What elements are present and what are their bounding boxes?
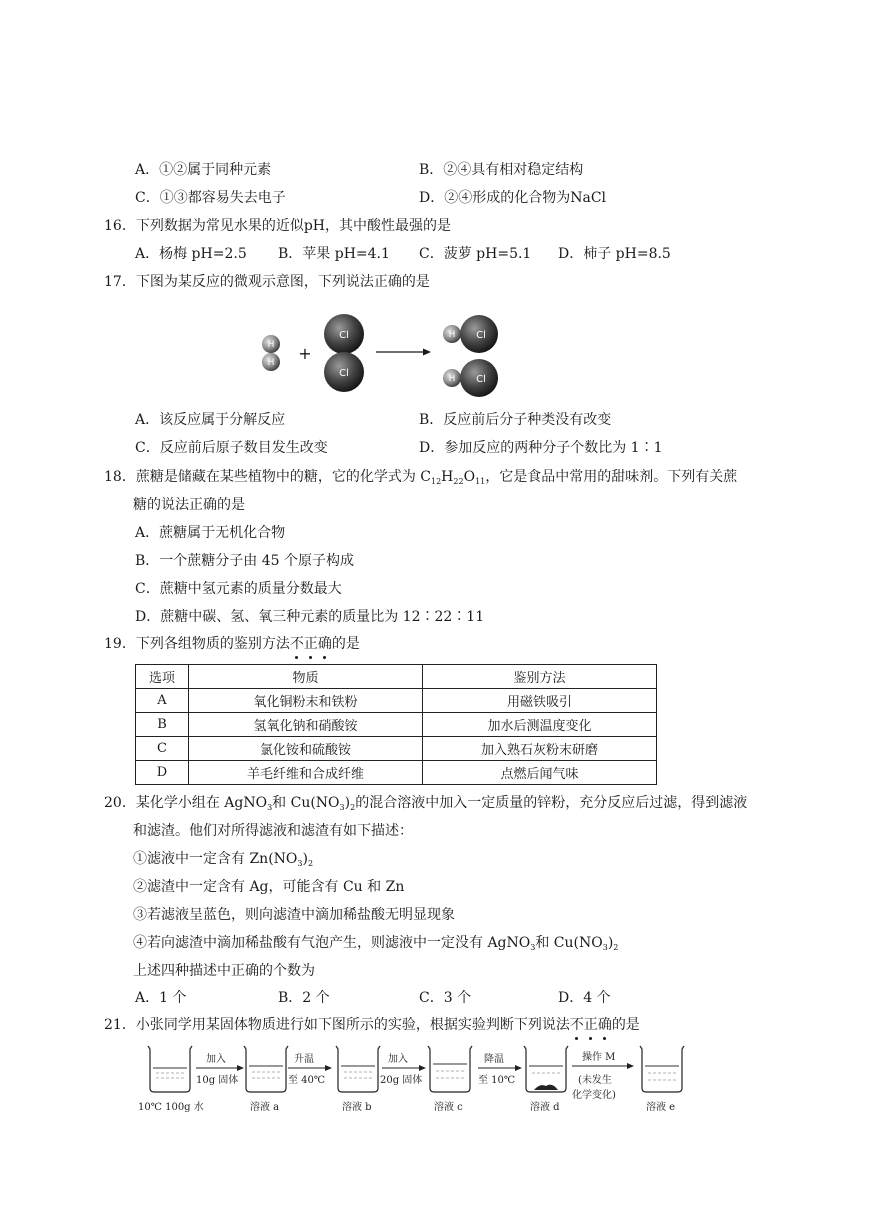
- hcl-molecule: [443, 359, 498, 397]
- h-atom-label: H: [267, 358, 275, 368]
- beaker-solution-b: [336, 1046, 380, 1092]
- beaker-label: 溶液 b: [342, 1102, 372, 1113]
- emphasis-char: 确: [597, 1017, 612, 1033]
- emphasis-char: 正: [303, 636, 318, 652]
- table-cell: 用磁铁吸引: [423, 689, 657, 713]
- beaker-label: 溶液 e: [646, 1102, 676, 1113]
- q20-option-c: C．3 个: [419, 990, 472, 1006]
- q20-option-b: B．2 个: [278, 990, 330, 1006]
- q18-option-d: D．蔗糖中碳、氢、氧三种元素的质量比为 12∶22∶11: [135, 609, 485, 625]
- step-label: 升温: [294, 1054, 314, 1065]
- q16-option-c: C．菠萝 pH=5.1: [419, 246, 532, 262]
- beaker-label: 溶液 a: [250, 1102, 280, 1113]
- table-cell: 氧化铜粉末和铁粉: [189, 689, 423, 713]
- table-cell: A: [136, 689, 189, 713]
- h-atom-label: H: [267, 340, 275, 350]
- experiment-flow-diagram: [132, 1040, 692, 1118]
- cl-atom-label: Cl: [339, 330, 349, 341]
- beaker-solution-c: [428, 1046, 472, 1092]
- q16-option-a: A．杨梅 pH=2.5: [135, 246, 247, 262]
- table-cell: D: [136, 761, 189, 785]
- q15-option-d: D．②④形成的化合物为NaCl: [419, 190, 607, 206]
- identification-table: [135, 664, 657, 785]
- step-label: 至 10℃: [478, 1075, 516, 1086]
- table-cell: 加入熟石灰粉末研磨: [423, 737, 657, 761]
- beaker-solution-d: [524, 1046, 568, 1092]
- h2-molecule: [262, 335, 280, 371]
- beaker-label: 10℃ 100g 水: [138, 1102, 204, 1113]
- beaker-label: 溶液 d: [530, 1102, 560, 1113]
- q15-option-c: C．①③都容易失去电子: [135, 190, 286, 206]
- cl-atom-label: Cl: [476, 330, 486, 341]
- beaker-water: [148, 1046, 192, 1092]
- q17-option-b: B．反应前后分子种类没有改变: [419, 412, 612, 428]
- q16-option-b: B．苹果 pH=4.1: [278, 246, 390, 262]
- table-cell: C: [136, 737, 189, 761]
- table-row: [136, 737, 657, 761]
- q20-statement-1: ①滤液中一定含有 $Zn(NO_3)_2$: [133, 851, 314, 868]
- table-row: [136, 761, 657, 785]
- hcl-molecule: [443, 315, 498, 353]
- q17-option-c: C．反应前后原子数目发生改变: [135, 440, 328, 456]
- table-cell: 羊毛纤维和合成纤维: [189, 761, 423, 785]
- q15-option-a: A．①②属于同种元素: [135, 162, 272, 178]
- cl2-molecule: [324, 314, 364, 392]
- q20-option-a: A．1 个: [135, 990, 187, 1006]
- cl-atom-label: Cl: [339, 368, 349, 379]
- precipitate: [534, 1085, 558, 1090]
- step-label: (未发生: [578, 1075, 612, 1086]
- emphasis-char: 不: [289, 636, 304, 652]
- q18-stem-line-1: 18．蔗糖是储藏在某些植物中的糖，它的化学式为 $C_{12}H_{22}O_{11}$，它是食品中常用的甜味剂。下列有关蔗: [104, 469, 738, 486]
- step-label: 操作 M: [582, 1052, 616, 1063]
- q16-option-d: D．柿子 pH=8.5: [558, 246, 671, 262]
- q18-stem-line-2: 糖的说法正确的是: [133, 497, 245, 513]
- reaction-arrow: [376, 349, 431, 356]
- beaker-label: 溶液 c: [434, 1102, 463, 1113]
- table-cell: 点燃后闻气味: [423, 761, 657, 785]
- cl-atom-label: Cl: [476, 374, 486, 385]
- plus-sign: +: [298, 344, 312, 363]
- q16-stem: 16．下列数据为常见水果的近似pH，其中酸性最强的是: [104, 218, 451, 234]
- step-label: 降温: [484, 1054, 504, 1065]
- q18-option-b: B．一个蔗糖分子由 45 个原子构成: [135, 553, 355, 569]
- step-label: 化学变化): [572, 1090, 616, 1101]
- beaker-solution-a: [244, 1046, 288, 1092]
- step-label: 20g 固体: [380, 1075, 423, 1086]
- q20-option-d: D．4 个: [558, 990, 611, 1006]
- q20-statement-3: ③若滤液呈蓝色，则向滤渣中滴加稀盐酸无明显现象: [133, 907, 455, 923]
- table-cell: B: [136, 713, 189, 737]
- step-label: 加入: [388, 1054, 408, 1065]
- h-atom-label: H: [448, 374, 456, 384]
- table-header: 物质: [189, 665, 423, 689]
- q20-stem-line-2: 和滤渣。他们对所得滤液和滤渣有如下描述：: [133, 823, 413, 839]
- q20-stem-line-1: 20．某化学小组在 AgNO$_3$和 $Cu(NO_3)_2$的混合溶液中加入一定质量的锌粉，充分反应后过滤，得到滤液: [104, 795, 748, 812]
- q20-statement-2: ②滤渣中一定含有 Ag，可能含有 Cu 和 Zn: [133, 879, 405, 895]
- table-cell: 加水后测温度变化: [423, 713, 657, 737]
- table-header: 鉴别方法: [423, 665, 657, 689]
- emphasis-char: 确: [317, 636, 332, 652]
- q18-option-c: C．蔗糖中氢元素的质量分数最大: [135, 581, 342, 597]
- table-cell: 氯化铵和硫酸铵: [189, 737, 423, 761]
- step-label: 至 40℃: [288, 1075, 326, 1086]
- q15-option-b: B．②④具有相对稳定结构: [419, 162, 584, 178]
- table-header: 选项: [136, 665, 189, 689]
- emphasis-char: 不: [569, 1017, 584, 1033]
- emphasis-char: 正: [583, 1017, 598, 1033]
- q17-stem: 17．下图为某反应的微观示意图，下列说法正确的是: [104, 274, 430, 290]
- q17-option-a: A．该反应属于分解反应: [135, 412, 286, 428]
- table-header-row: [136, 665, 657, 689]
- q18-option-a: A．蔗糖属于无机化合物: [135, 525, 286, 541]
- step-label: 10g 固体: [196, 1075, 239, 1086]
- q20-statement-4: ④若向滤渣中滴加稀盐酸有气泡产生，则滤液中一定没有 AgNO$_3$和 $Cu(NO_3)_2$: [133, 935, 619, 952]
- table-row: [136, 713, 657, 737]
- q20-question: 上述四种描述中正确的个数为: [133, 963, 315, 979]
- table-cell: 氢氧化钠和硝酸铵: [189, 713, 423, 737]
- h-atom-label: H: [448, 330, 456, 340]
- q19-stem: 19．下列各组物质的鉴别方法不正确的是: [104, 636, 360, 652]
- step-label: 加入: [206, 1054, 226, 1065]
- table-row: [136, 689, 657, 713]
- q21-stem: 21．小张同学用某固体物质进行如下图所示的实验，根据实验判断下列说法不正确的是: [104, 1017, 640, 1033]
- q17-option-d: D．参加反应的两种分子个数比为 1∶1: [419, 440, 663, 456]
- reaction-molecule-diagram: [255, 312, 515, 404]
- beaker-solution-e: [640, 1046, 684, 1092]
